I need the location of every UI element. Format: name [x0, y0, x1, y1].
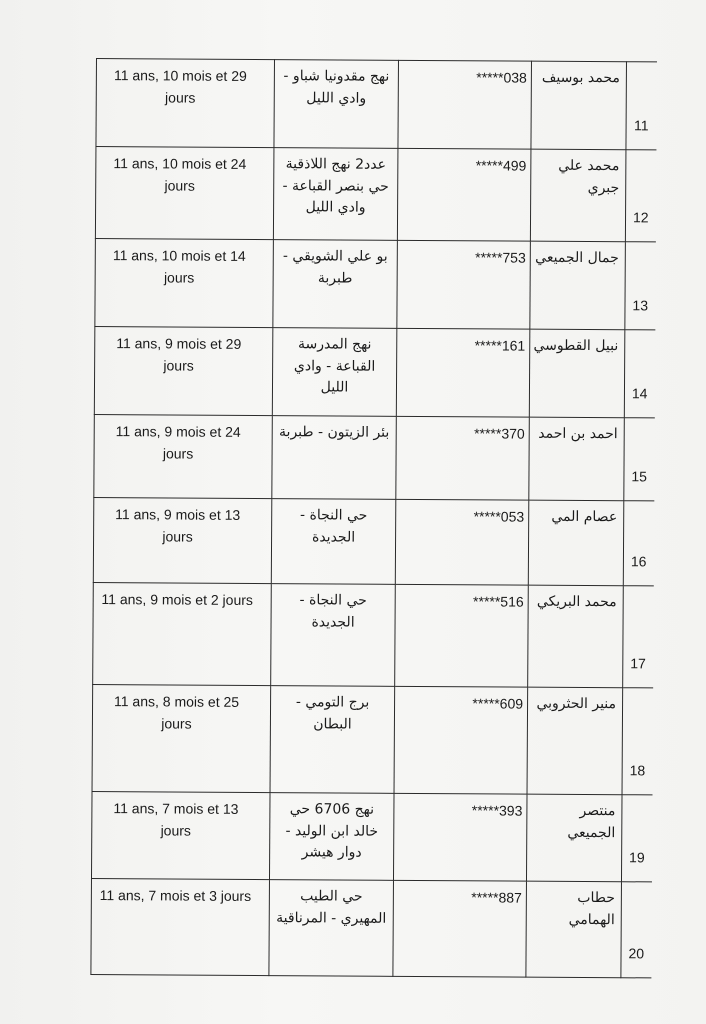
name-cell: منير الحثروبي	[527, 687, 623, 795]
address-cell: برج التومي - البطان	[270, 686, 395, 794]
row-number: 16	[623, 501, 654, 586]
row-number: 20	[621, 882, 652, 978]
table-row	[92, 684, 653, 794]
duration-cell: 11 ans, 10 mois et 29 jours	[96, 59, 275, 148]
table-row	[93, 497, 654, 585]
address-cell: نهج مقدونيا شباو - وادي الليل	[274, 60, 399, 149]
duration-cell: 11 ans, 8 mois et 25 jours	[92, 684, 271, 792]
name-cell: منتصر الجميعي	[526, 794, 622, 882]
address-cell: حي النجاة - الجديدة	[271, 499, 396, 585]
duration-cell: 11 ans, 9 mois et 29 jours	[94, 326, 273, 415]
id-cell: *****370	[396, 416, 530, 500]
id-cell: *****753	[397, 240, 531, 329]
address-cell: بو علي الشويقي - طبربة	[273, 240, 398, 329]
name-cell: عصام المي	[528, 500, 624, 586]
table-row	[94, 414, 654, 500]
table-row	[91, 878, 652, 977]
name-cell: احمد بن احمد	[529, 417, 625, 501]
row-number: 12	[625, 150, 656, 242]
duration-cell: 11 ans, 9 mois et 24 jours	[94, 414, 273, 498]
row-number: 13	[625, 242, 656, 330]
id-cell: *****393	[393, 793, 527, 881]
name-cell: محمد البريكي	[528, 585, 624, 688]
id-cell: *****053	[395, 499, 529, 585]
records-table	[90, 58, 656, 978]
name-cell: محمد بوسيف	[531, 61, 627, 150]
name-cell: جمال الجميعي	[530, 241, 626, 330]
table-row	[91, 791, 652, 881]
address-cell: بئر الزيتون - طبربة	[272, 416, 397, 500]
address-cell: حي الطيب المهيري - المرناقية	[269, 880, 394, 977]
address-cell: نهج المدرسة القباعة - وادي الليل	[272, 328, 397, 417]
row-number: 15	[624, 418, 655, 501]
id-cell: *****499	[397, 148, 531, 241]
table-row	[95, 147, 656, 242]
id-cell: *****887	[393, 880, 527, 977]
row-number: 17	[623, 586, 654, 688]
address-cell: حي النجاة - الجديدة	[271, 584, 396, 687]
row-number: 11	[626, 62, 657, 150]
name-cell: نبيل القطوسي	[529, 329, 625, 418]
duration-cell: 11 ans, 7 mois et 3 jours	[91, 878, 270, 975]
table-row	[96, 59, 657, 150]
id-cell: *****038	[398, 60, 532, 149]
id-cell: *****609	[394, 686, 528, 794]
row-number: 14	[624, 330, 655, 418]
row-number: 18	[622, 688, 653, 795]
id-cell: *****516	[395, 584, 529, 687]
duration-cell: 11 ans, 9 mois et 2 jours	[93, 582, 272, 685]
table-row	[93, 582, 654, 687]
duration-cell: 11 ans, 10 mois et 14 jours	[95, 238, 274, 327]
name-cell: محمد علي جبري	[530, 149, 626, 242]
duration-cell: 11 ans, 7 mois et 13 jours	[91, 791, 270, 879]
duration-cell: 11 ans, 9 mois et 13 jours	[93, 497, 272, 583]
table-row	[94, 326, 655, 417]
id-cell: *****161	[396, 328, 530, 417]
address-cell: نهج 6706 حي خالد ابن الوليد - دوار هيشر	[269, 793, 394, 881]
row-number: 19	[621, 795, 652, 882]
address-cell: عدد2 نهج اللاذقية حي بنصر القباعة - وادي الليل	[273, 148, 398, 241]
name-cell: حطاب الهمامي	[526, 881, 622, 978]
duration-cell: 11 ans, 10 mois et 24 jours	[95, 147, 274, 240]
table-row	[95, 238, 656, 329]
